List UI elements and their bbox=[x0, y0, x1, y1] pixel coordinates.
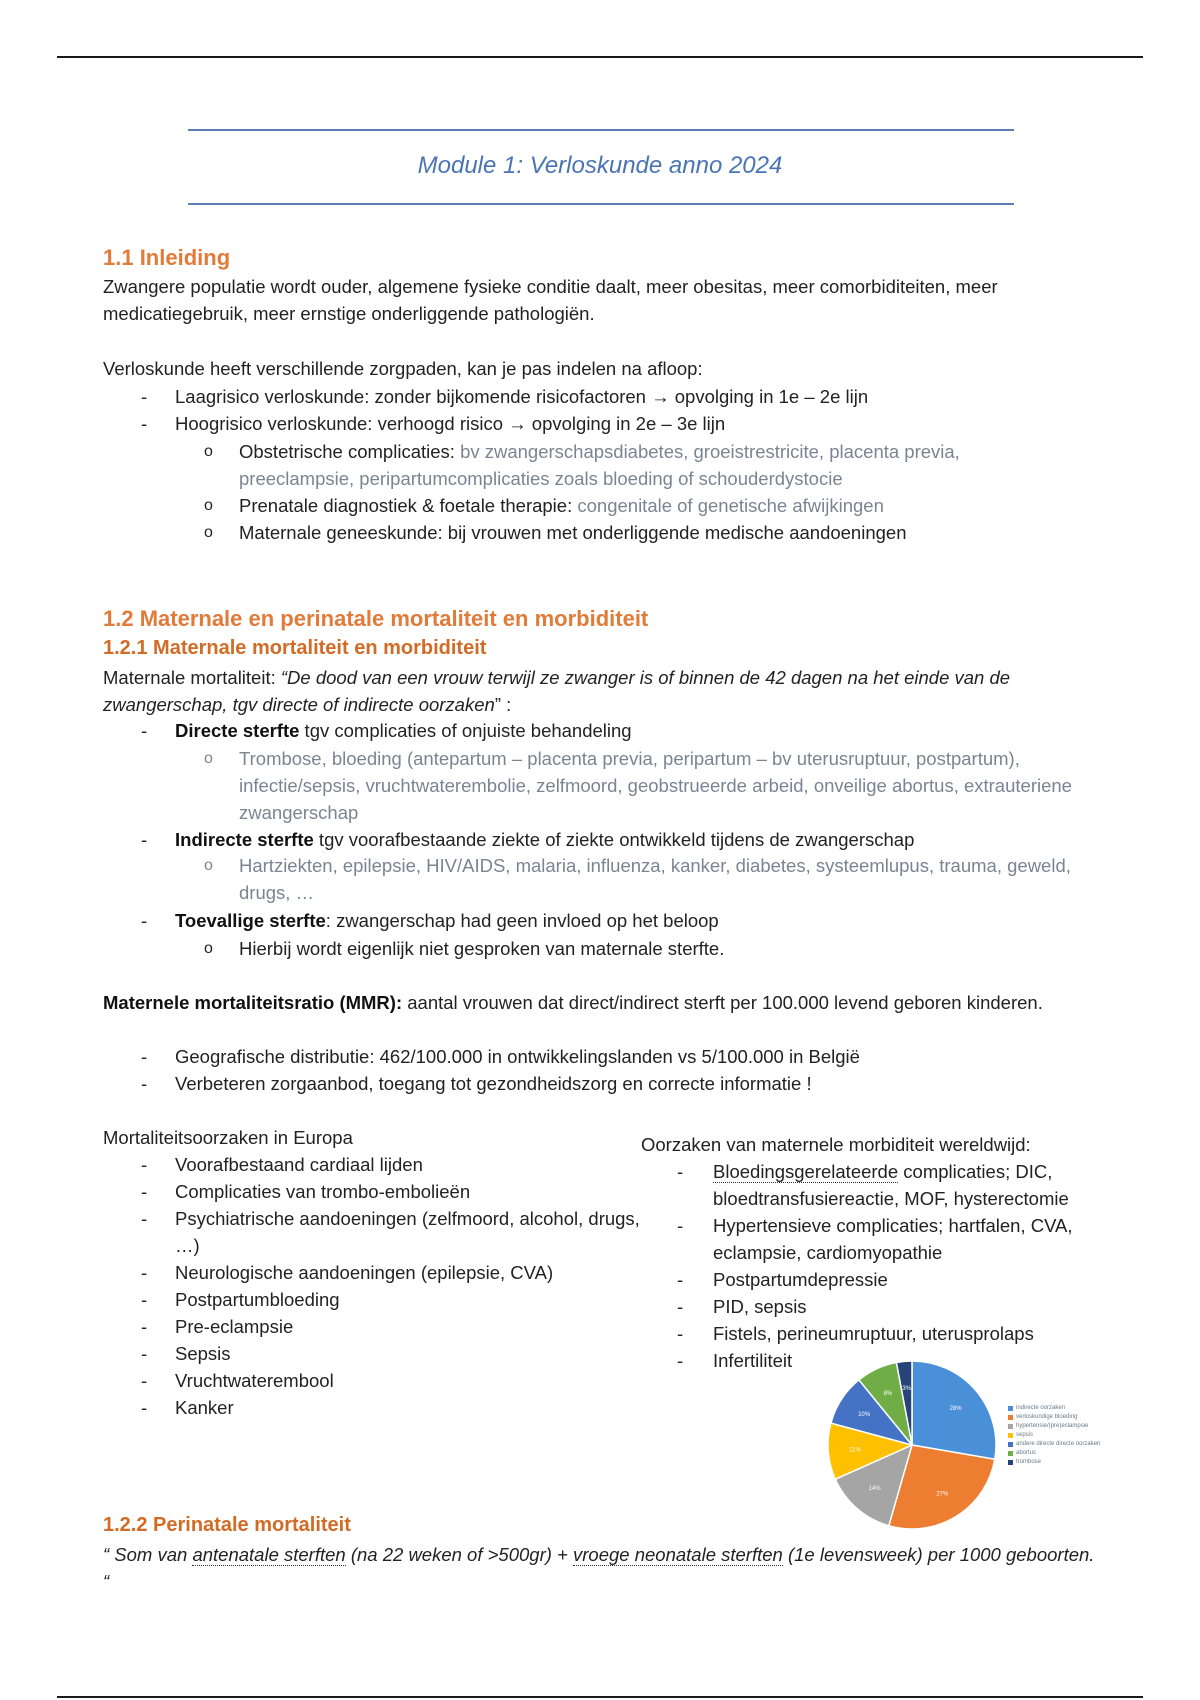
list-item bbox=[103, 1178, 643, 1205]
legend-item bbox=[1008, 1431, 1128, 1440]
legend-label: andere directe directe oorzaken bbox=[1016, 1441, 1101, 1447]
mmr-paragraph bbox=[103, 989, 1103, 1016]
legend-item bbox=[1008, 1413, 1128, 1422]
legend-swatch bbox=[1008, 1451, 1013, 1456]
legend-item bbox=[1008, 1440, 1128, 1449]
legend-label: sepsis bbox=[1016, 1432, 1034, 1438]
legend-swatch bbox=[1008, 1415, 1013, 1420]
list-item-text: Pre-eclampsie bbox=[175, 1316, 294, 1337]
intro-paragraph: Zwangere populatie wordt ouder, algemene fysieke conditie daalt, meer obesitas, meer comorbiditeiten, meer medicatiegebruik, meer ernstige onderliggende pathologiën. bbox=[103, 276, 998, 324]
zorgpaden-list bbox=[103, 383, 1103, 437]
indirect-sublist bbox=[103, 852, 1083, 906]
legend-item bbox=[1008, 1404, 1128, 1413]
list-item-label: Maternale geneeskunde: bij vrouwen met onderliggende medische aandoeningen bbox=[239, 522, 907, 543]
zorgpaden-paragraph: Verloskunde heeft verschillende zorgpaden, kan je pas indelen na afloop: bbox=[103, 358, 703, 379]
list-item-text: Hierbij wordt eigenlijk niet gesproken van maternale sterfte. bbox=[239, 938, 725, 959]
text: “ Som van bbox=[103, 1544, 193, 1565]
world-title: Oorzaken van maternele morbiditeit wereldwijd: bbox=[641, 1134, 1031, 1155]
text: (1e levensweek) per 1000 geboorten. “ bbox=[103, 1544, 1095, 1592]
legend-item bbox=[1008, 1449, 1128, 1458]
list-item-text: Hartziekten, epilepsie, HIV/AIDS, malaria, influenza, kanker, diabetes, systeemlupus, trauma, geweld, drugs, … bbox=[239, 855, 1071, 903]
term: Directe sterfte bbox=[175, 720, 300, 741]
list-item-text: Vruchtwaterembool bbox=[175, 1370, 334, 1391]
list-item bbox=[103, 1394, 643, 1421]
legend-item bbox=[1008, 1458, 1128, 1467]
europe-title: Mortaliteitsoorzaken in Europa bbox=[103, 1127, 353, 1148]
list-item bbox=[103, 410, 1103, 437]
dotted-term: Bloedingsgerelateerde bbox=[713, 1161, 899, 1182]
pie-data-label: 28% bbox=[949, 1406, 962, 1413]
list-item bbox=[103, 1043, 1103, 1070]
subsection-heading-perinatale: 1.2.2 Perinatale mortaliteit bbox=[103, 1514, 351, 1536]
pie-data-label: 11% bbox=[849, 1447, 861, 1454]
list-item-text: tgv complicaties of onjuiste behandeling bbox=[299, 720, 632, 741]
list-item-text: Kanker bbox=[175, 1397, 234, 1418]
section-heading-mortaliteit: 1.2 Maternale en perinatale mortaliteit en morbiditeit bbox=[103, 606, 649, 631]
list-item-text: Voorafbestaand cardiaal lijden bbox=[175, 1154, 423, 1175]
list-item-text: PID, sepsis bbox=[713, 1296, 807, 1317]
section-heading-inleiding: 1.1 Inleiding bbox=[103, 245, 231, 270]
list-item bbox=[103, 852, 1083, 906]
list-item-detail: congenitale of genetische afwijkingen bbox=[577, 495, 884, 516]
list-item-text: Neurologische aandoeningen (epilepsie, CVA) bbox=[175, 1262, 554, 1283]
list-item bbox=[103, 745, 1093, 826]
list-item bbox=[103, 1340, 643, 1367]
list-item bbox=[103, 1259, 643, 1286]
maternal-mortality-pie-chart bbox=[820, 1355, 1010, 1535]
list-item-text: complicaties; DIC, bloedtransfusiereactie, MOF, hysterectomie bbox=[713, 1161, 1069, 1209]
pie-data-label: 10% bbox=[858, 1411, 871, 1418]
text: (na 22 weken of >500gr) + bbox=[345, 1544, 573, 1565]
list-item-text: tgv voorafbestaande ziekte of ziekte ontwikkeld tijdens de zwangerschap bbox=[313, 829, 915, 850]
legend-item bbox=[1008, 1422, 1128, 1431]
list-item bbox=[641, 1293, 1121, 1320]
list-item-text: Fistels, perineumruptuur, uterusprolaps bbox=[713, 1323, 1034, 1344]
sterfte-list-direct bbox=[103, 717, 1103, 744]
list-item bbox=[103, 519, 1043, 546]
list-item bbox=[103, 826, 1103, 853]
legend-label: hypertensie/(pre)eclampsie bbox=[1016, 1423, 1089, 1429]
term: Indirecte sterfte bbox=[175, 829, 314, 850]
legend-label: indirecte oorzaken bbox=[1016, 1405, 1066, 1411]
definition-label: Maternale mortaliteit: bbox=[103, 667, 281, 688]
list-item-detail: bv zwangerschapsdiabetes, groeistrestricite, placenta previa, preeclampsie, peripartumcomplicaties zoals bloeding of schouderdystocie bbox=[239, 441, 960, 489]
dotted-term: antenatale sterften bbox=[192, 1544, 346, 1565]
list-item bbox=[103, 1313, 643, 1340]
pie-data-label: 27% bbox=[936, 1491, 949, 1498]
direct-sublist bbox=[103, 745, 1093, 826]
list-item-text: Infertiliteit bbox=[713, 1350, 793, 1371]
definition-suffix: ” : bbox=[494, 694, 512, 715]
list-item bbox=[103, 1205, 643, 1259]
list-item bbox=[641, 1320, 1121, 1347]
perinatal-definition bbox=[103, 1541, 1103, 1595]
legend-swatch bbox=[1008, 1406, 1013, 1411]
legend-label: verloskundige bloeding bbox=[1016, 1414, 1078, 1420]
legend-label: trombose bbox=[1016, 1459, 1042, 1465]
list-item-text: Hoogrisico verloskunde: verhoogd risico → opvolging in 2e – 3e lijn bbox=[175, 413, 726, 434]
list-item bbox=[103, 1070, 1103, 1097]
world-list bbox=[641, 1158, 1121, 1374]
top-rule bbox=[57, 56, 1143, 58]
title-rule-top bbox=[188, 129, 1014, 131]
legend-swatch bbox=[1008, 1433, 1013, 1438]
list-item-text: Laagrisico verloskunde: zonder bijkomende risicofactoren → opvolging in 1e – 2e lijn bbox=[175, 386, 869, 407]
sterfte-list-indirect bbox=[103, 826, 1103, 853]
list-item-text: Verbeteren zorgaanbod, toegang tot gezondheidszorg en correcte informatie ! bbox=[175, 1073, 812, 1094]
list-item-text: Psychiatrische aandoeningen (zelfmoord, alcohol, drugs, …) bbox=[175, 1208, 640, 1256]
term: Maternele mortaliteitsratio (MMR): bbox=[103, 992, 403, 1013]
pie-legend bbox=[1008, 1404, 1128, 1467]
legend-label: abortus bbox=[1016, 1450, 1037, 1456]
toeval-sublist bbox=[103, 935, 1093, 962]
hoogrisico-sublist bbox=[103, 438, 1043, 546]
sterfte-list-toeval bbox=[103, 907, 1103, 934]
list-item bbox=[103, 907, 1103, 934]
list-item bbox=[103, 438, 1043, 492]
mmr-list bbox=[103, 1043, 1103, 1097]
list-item-text: Hypertensieve complicaties; hartfalen, CVA, eclampsie, cardiomyopathie bbox=[713, 1215, 1073, 1263]
list-item bbox=[641, 1266, 1121, 1293]
list-item-text: Geografische distributie: 462/100.000 in ontwikkelingslanden vs 5/100.000 in België bbox=[175, 1046, 860, 1067]
definition-quote: “De dood van een vrouw terwijl ze zwanger is of binnen de 42 dagen na het einde van de zwangerschap, tgv directe of indirecte oorzaken bbox=[103, 667, 1011, 715]
bottom-rule bbox=[57, 1696, 1143, 1698]
list-item bbox=[103, 717, 1103, 744]
subsection-heading-maternale: 1.2.1 Maternale mortaliteit en morbiditeit bbox=[103, 637, 487, 659]
list-item-label: Obstetrische complicaties: bbox=[239, 441, 455, 462]
legend-swatch bbox=[1008, 1460, 1013, 1465]
list-item bbox=[641, 1212, 1121, 1266]
legend-swatch bbox=[1008, 1442, 1013, 1447]
list-item bbox=[103, 383, 1103, 410]
definition-paragraph bbox=[103, 664, 1103, 718]
pie-data-label: 8% bbox=[883, 1391, 893, 1398]
list-item-text: Postpartumdepressie bbox=[713, 1269, 888, 1290]
list-item bbox=[103, 1286, 643, 1313]
mmr-text: aantal vrouwen dat direct/indirect sterft per 100.000 levend geboren kinderen. bbox=[402, 992, 1043, 1013]
list-item bbox=[641, 1158, 1121, 1212]
legend-swatch bbox=[1008, 1424, 1013, 1429]
pie-data-label: 14% bbox=[868, 1486, 881, 1493]
list-item bbox=[103, 492, 1043, 519]
list-item-text: Complicaties van trombo-embolieën bbox=[175, 1181, 471, 1202]
term: Toevallige sterfte bbox=[175, 910, 326, 931]
list-item bbox=[103, 1151, 643, 1178]
list-item bbox=[103, 935, 1093, 962]
europe-list bbox=[103, 1151, 643, 1421]
list-item-text: : zwangerschap had geen invloed op het beloop bbox=[325, 910, 719, 931]
list-item-text: Postpartumbloeding bbox=[175, 1289, 340, 1310]
list-item-text: Trombose, bloeding (antepartum – placenta previa, peripartum – bv uterusruptuur, postpartum), infectie/sepsis, vruchtwaterembolie, zelfmoord, geobstrueerde arbeid, onveilige abortus, extrauteriene zwangerschap bbox=[239, 748, 1072, 823]
dotted-term: vroege neonatale sterften bbox=[573, 1544, 783, 1565]
list-item bbox=[103, 1367, 643, 1394]
title-rule-bottom bbox=[188, 203, 1014, 205]
page-title: Module 1: Verloskunde anno 2024 bbox=[417, 152, 783, 179]
list-item-label: Prenatale diagnostiek & foetale therapie: bbox=[239, 495, 573, 516]
list-item-text: Sepsis bbox=[175, 1343, 231, 1364]
pie-data-label: 3% bbox=[902, 1386, 912, 1393]
